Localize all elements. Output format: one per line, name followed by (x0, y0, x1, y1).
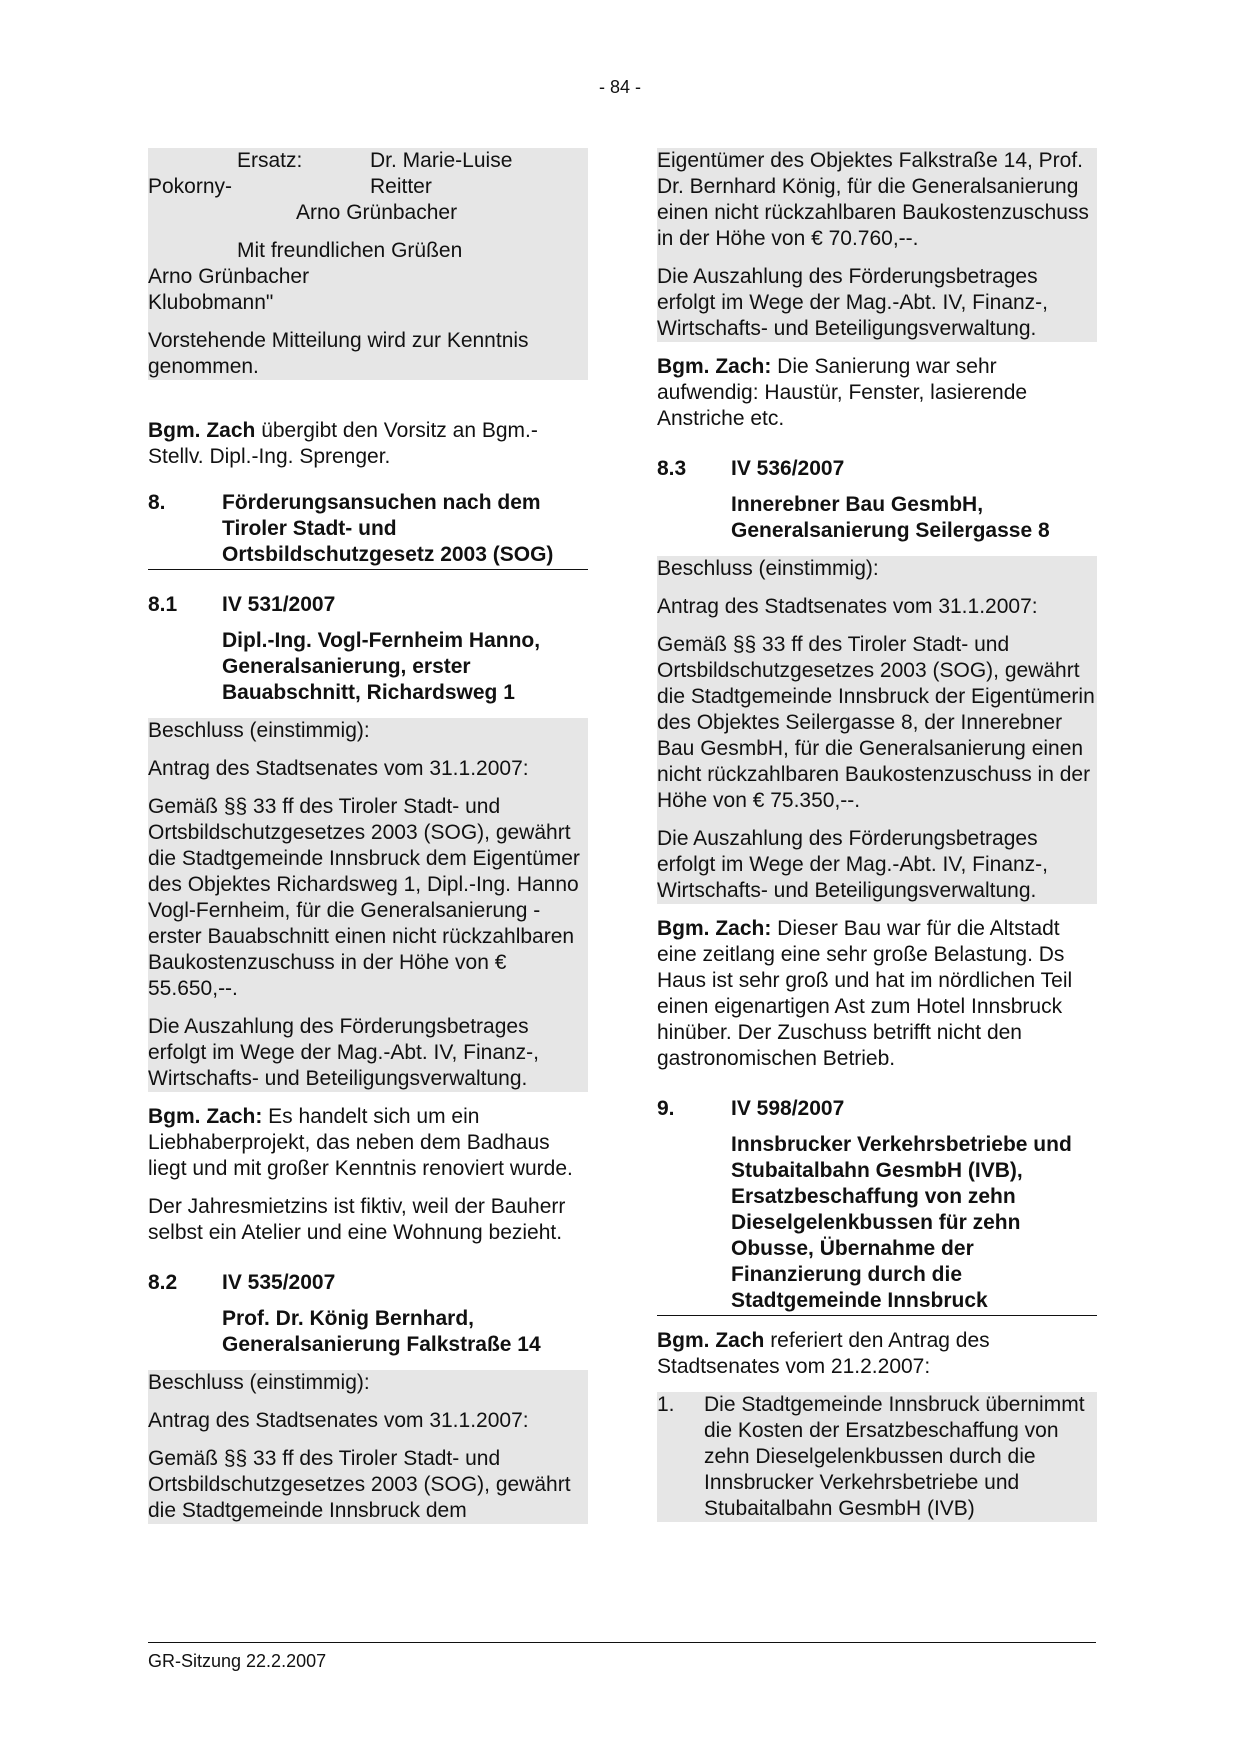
greeting: Mit freundlichen Grüßen (237, 239, 463, 262)
section-8-1-title: Dipl.-Ing. Vogl-Fernheim Hanno, Generalsanierung, erster Bauabschnitt, Richardsweg 1 (222, 629, 541, 704)
comment-paragraph (657, 354, 1097, 432)
beschluss: Beschluss (einstimmig): (148, 1371, 370, 1394)
item-number: 1. (657, 1393, 675, 1416)
intro-paragraph (657, 1328, 1097, 1380)
ersatz-name-2b: Reitter (370, 175, 432, 198)
antrag: Antrag des Stadtsenates vom 31.1.2007: (148, 757, 529, 780)
section-8-1-heading (148, 592, 588, 618)
speaker-name: Bgm. Zach: (148, 1105, 263, 1128)
beschluss: Beschluss (einstimmig): (657, 557, 879, 580)
section-number: 8.3 (657, 457, 687, 480)
item-text: Die Stadtgemeinde Innsbruck übernimmt die Kosten der Ersatzbeschaffung von zehn Dieselgelenkbussen durch die Innsbrucker Verkehrsbetriebe und Stubaitalbahn GesmbH (IVB) (704, 1393, 1085, 1520)
decision-body: Eigentümer des Objektes Falkstraße 14, Prof. Dr. Bernhard König, für die Generalsanierung einen nicht rückzahlbaren Baukostenzuschuss in der Höhe von € 70.760,--. (657, 149, 1089, 250)
section-9-heading (657, 1096, 1097, 1122)
signature-name: Arno Grünbacher (296, 201, 458, 224)
right-column (657, 148, 1097, 1522)
decision-body: Gemäß §§ 33 ff des Tiroler Stadt- und Ortsbildschutzgesetzes 2003 (SOG), gewährt die Stadtgemeinde Innsbruck dem Eigentümer des Objektes Richardsweg 1, Dipl.-Ing. Hanno Vogl-Fernheim, für die Generalsanierung - erster Bauabschnitt einen nicht rückzahlbaren Baukostenzuschuss in der Höhe von € 55.650,--. (148, 795, 580, 1000)
comment-paragraph-2: Der Jahresmietzins ist fiktiv, weil der Bauherr selbst ein Atelier und eine Wohnung bezieht. (148, 1195, 566, 1244)
section-8-2-decision-continued (657, 148, 1097, 342)
decision-body: Gemäß §§ 33 ff des Tiroler Stadt- und Ortsbildschutzgesetzes 2003 (SOG), gewährt die Stadtgemeinde Innsbruck der Eigentümerin des Objektes Seilergasse 8, der Innerebner Bau GesmbH, für die Generalsanierung einen nicht rückzahlbaren Baukostenzuschuss in der Höhe von € 75.350,--. (657, 633, 1095, 812)
antrag: Antrag des Stadtsenates vom 31.1.2007: (657, 595, 1038, 618)
handover-text: übergibt den Vorsitz an Bgm.-Stellv. Dipl.-Ing. Sprenger. (148, 419, 538, 468)
numbered-item-1 (657, 1392, 1097, 1522)
section-8-3-decision (657, 556, 1097, 904)
beschluss: Beschluss (einstimmig): (148, 719, 370, 742)
page-number: - 84 - (598, 77, 641, 97)
section-8-heading (148, 490, 588, 570)
speaker-name: Bgm. Zach: (657, 917, 772, 940)
section-ref: IV 535/2007 (222, 1271, 336, 1294)
comment-text: Es handelt sich um ein Liebhaberprojekt, das neben dem Badhaus liegt und mit großer Kenntnis renoviert wurde. (148, 1105, 573, 1180)
antrag: Antrag des Stadtsenates vom 31.1.2007: (148, 1409, 529, 1432)
section-ref: IV 598/2007 (731, 1097, 845, 1120)
ersatz-name-2a: Pokorny- (148, 175, 233, 198)
letter-closing-block (148, 148, 588, 380)
comment-text: Dieser Bau war für die Altstadt eine zeitlang eine sehr große Belastung. Ds Haus ist sehr groß und hat im nördlichen Teil einen eigenartigen Ast zum Hotel Innsbruck hinüber. Der Zuschuss betrifft nicht den gastronomischen Betrieb. (657, 917, 1073, 1070)
section-8-3-title: Innerebner Bau GesmbH, Generalsanierung Seilergasse 8 (731, 493, 1050, 542)
section-ref: IV 536/2007 (731, 457, 845, 480)
speaker-name: Bgm. Zach (657, 1329, 765, 1352)
section-ref: IV 531/2007 (222, 593, 336, 616)
intro-text: referiert den Antrag des Stadtsenates vom 21.2.2007: (657, 1329, 990, 1378)
comment-paragraph (148, 1104, 588, 1182)
decision-body: Gemäß §§ 33 ff des Tiroler Stadt- und Ortsbildschutzgesetzes 2003 (SOG), gewährt die Stadtgemeinde Innsbruck dem (148, 1447, 571, 1522)
speaker-name: Bgm. Zach (148, 419, 256, 442)
auszahlung: Die Auszahlung des Förderungsbetrages erfolgt im Wege der Mag.-Abt. IV, Finanz-, Wirtschafts- und Beteiligungsverwaltung. (657, 827, 1049, 902)
section-number: 8. (148, 491, 166, 514)
section-8-2-heading (148, 1270, 588, 1296)
section-8-1-decision (148, 718, 588, 1092)
speaker-name: Bgm. Zach: (657, 355, 772, 378)
section-9-title: Innsbrucker Verkehrsbetriebe und Stubaitalbahn GesmbH (IVB), Ersatzbeschaffung von zehn Dieselgelenkbussen für zehn Obusse, Übernahme der Finanzierung durch die Stadtgemeinde Innsbruck (657, 1132, 1097, 1316)
footer-rule (148, 1642, 1096, 1643)
section-8-2-title: Prof. Dr. König Bernhard, Generalsanierung Falkstraße 14 (222, 1307, 541, 1356)
handover-paragraph (148, 418, 588, 470)
footer-text: GR-Sitzung 22.2.2007 (148, 1651, 327, 1671)
auszahlung: Die Auszahlung des Förderungsbetrages erfolgt im Wege der Mag.-Abt. IV, Finanz-, Wirtschafts- und Beteiligungsverwaltung. (148, 1015, 540, 1090)
auszahlung: Die Auszahlung des Förderungsbetrages erfolgt im Wege der Mag.-Abt. IV, Finanz-, Wirtschafts- und Beteiligungsverwaltung. (657, 265, 1049, 340)
left-column (148, 148, 588, 1524)
section-title: Förderungsansuchen nach dem Tiroler Stadt- und Ortsbildschutzgesetz 2003 (SOG) (222, 491, 554, 566)
section-8-2-decision (148, 1370, 588, 1524)
section-number: 9. (657, 1097, 675, 1120)
section-number: 8.1 (148, 593, 178, 616)
notice: Vorstehende Mitteilung wird zur Kenntnis genommen. (148, 329, 529, 378)
ersatz-label: Ersatz: (237, 149, 303, 172)
section-8-3-heading (657, 456, 1097, 482)
ersatz-name-1: Dr. Marie-Luise (370, 149, 513, 172)
sender-name: Arno Grünbacher (148, 265, 310, 288)
section-number: 8.2 (148, 1271, 178, 1294)
comment-text: Die Sanierung war sehr aufwendig: Haustür, Fenster, lasierende Anstriche etc. (657, 355, 1028, 430)
comment-paragraph (657, 916, 1097, 1072)
sender-role: Klubobmann" (148, 291, 274, 314)
